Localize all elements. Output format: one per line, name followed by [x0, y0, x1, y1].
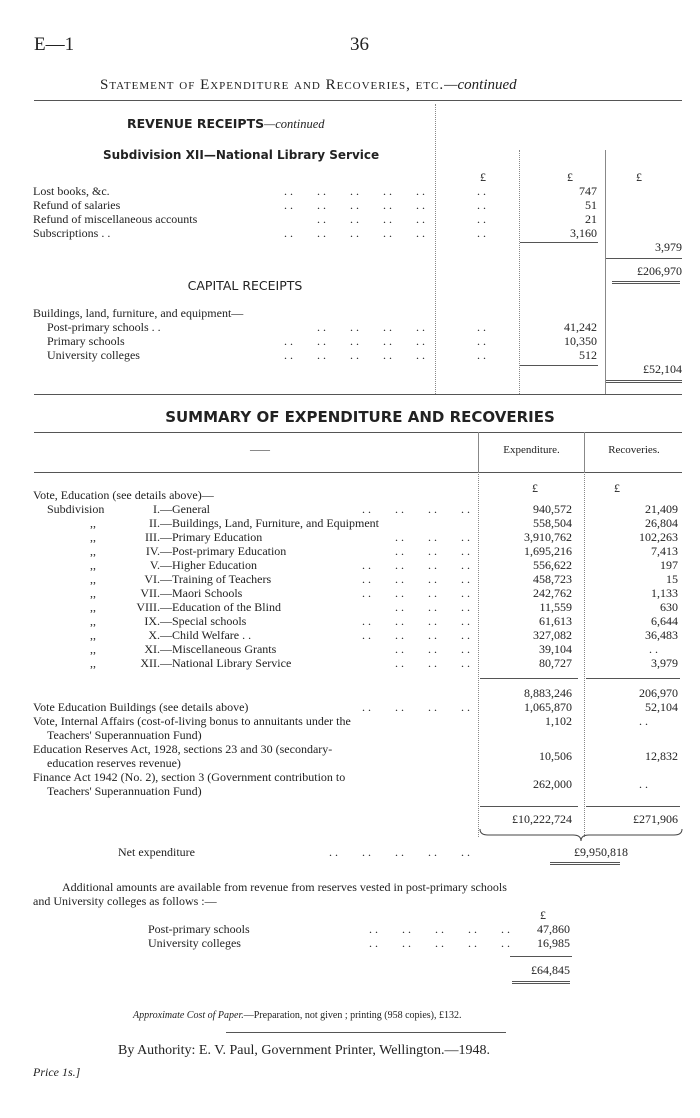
subdivision-exp: 458,723 [533, 572, 572, 586]
subdivision-num: VII. [140, 586, 160, 600]
vote-education-line: Vote, Education (see details above)— [33, 488, 214, 502]
statement-title-cont: —continued [444, 77, 517, 93]
subdivision-exp: 11,559 [539, 600, 572, 614]
currency-col3: £ [636, 170, 642, 184]
grand-total-rule-exp [480, 806, 578, 807]
subdivision-leader: . . . . . . [395, 530, 470, 544]
capital-row-dots: . . [477, 348, 486, 362]
revenue-row-leader: . . . . . . . . . . [284, 226, 425, 240]
other-vote-line1: Vote Education Buildings (see details above) [33, 700, 249, 714]
ditto-mark: ,, [90, 558, 96, 572]
summary-stub-dash: —— [250, 445, 270, 456]
other-vote-line2: Teachers' Superannuation Fund) [47, 784, 202, 798]
revenue-subdivision: Subdivision XII—National Library Service [103, 148, 380, 162]
other-vote-exp: 262,000 [533, 777, 572, 791]
capital-row-dots: . . [477, 334, 486, 348]
subdivision-name: —Primary Education [160, 530, 263, 544]
subdivision-rec: 197 [660, 558, 678, 572]
subdivision-rec: 6,644 [651, 614, 678, 628]
subdivision-name: —General [160, 502, 210, 516]
subdivision-exp: 940,572 [533, 502, 572, 516]
additional-row-leader: . . . . . . . . . . [369, 936, 510, 950]
revenue-row-label: Lost books, &c. [33, 184, 110, 198]
capital-row-leader: . . . . . . . . . . [284, 334, 425, 348]
subtotal-exp: 8,883,246 [524, 686, 572, 700]
revenue-row-dots: . . [477, 198, 486, 212]
ditto-mark: ,, [90, 516, 96, 530]
currency-col2: £ [567, 170, 573, 184]
summary-body-divider-b [584, 472, 585, 837]
cost-label: Approximate Cost of Paper. [133, 1010, 244, 1021]
subdivision-exp: 242,762 [533, 586, 572, 600]
subdivision-rec: 21,409 [645, 502, 678, 516]
ditto-mark: ,, [90, 572, 96, 586]
subtotal-rec: 206,970 [639, 686, 678, 700]
subdivision-num: XI. [144, 642, 160, 656]
additional-double-rule [512, 981, 570, 984]
revenue-heading-text: REVENUE RECEIPTS [127, 116, 265, 131]
subdivision-num: IV. [145, 544, 160, 558]
ditto-mark: ,, [90, 614, 96, 628]
capital-row-leader: . . . . . . . . [317, 320, 425, 334]
other-vote-exp: 1,102 [545, 714, 572, 728]
revenue-total-rule-top [606, 258, 682, 259]
currency-exp: £ [532, 481, 538, 495]
subdivision-leader: . . . . . . . . [362, 628, 470, 642]
summary-col-divider-a [478, 432, 479, 472]
ditto-mark: ,, [90, 642, 96, 656]
subdivision-rec: . . [649, 642, 658, 656]
subdivision-num: VI. [144, 572, 160, 586]
subdivision-num: V. [149, 558, 160, 572]
subdivision-num: IX. [144, 614, 160, 628]
other-vote-line1: Education Reserves Act, 1928, sections 23 and 30 (secondary- [33, 742, 333, 756]
ditto-mark: ,, [90, 530, 96, 544]
other-vote-rec: 52,104 [645, 700, 678, 714]
other-vote-exp: 1,065,870 [524, 700, 572, 714]
revenue-row-leader: . . . . . . . . . . [284, 198, 425, 212]
subdivision-leader: . . . . . . . . [362, 502, 470, 516]
capital-total: £52,104 [643, 362, 682, 376]
subdivision-num: II. [149, 516, 160, 530]
subdivision-rec: 26,804 [645, 516, 678, 530]
revenue-row-amount: 51 [585, 198, 597, 212]
other-vote-rec: 12,832 [645, 749, 678, 763]
capital-row-label: Primary schools [47, 334, 125, 348]
summary-heading: SUMMARY OF EXPENDITURE AND RECOVERIES [165, 408, 555, 426]
subdivision-name: —Post-primary Education [160, 544, 287, 558]
ditto-mark: ,, [90, 656, 96, 670]
capital-heading: CAPITAL RECEIPTS [187, 278, 303, 293]
additional-text-2: and University colleges as follows :— [33, 894, 217, 908]
subdivision-rec: 630 [660, 600, 678, 614]
additional-sum-rule [510, 956, 572, 957]
capital-row-leader: . . . . . . . . . . [284, 348, 425, 362]
other-vote-rec: . . [639, 777, 648, 791]
revenue-row-amount: 747 [579, 184, 597, 198]
subtotal-rule-rec [586, 678, 680, 679]
revenue-row-dots: . . [477, 212, 486, 226]
grand-total-rule-rec [586, 806, 680, 807]
subdivision-leader: . . . . . . [395, 544, 470, 558]
revenue-row-amount: 3,160 [570, 226, 597, 240]
subdivision-exp: 556,622 [533, 558, 572, 572]
subdivision-name: —Special schools [160, 614, 247, 628]
subdivision-leader: . . . . . . . . [362, 572, 470, 586]
subdivision-rec: 7,413 [651, 544, 678, 558]
revenue-row-label: Subscriptions . . [33, 226, 111, 240]
summary-col-divider-b [584, 432, 585, 472]
subdivision-rec: 36,483 [645, 628, 678, 642]
revenue-row-amount: 21 [585, 212, 597, 226]
revenue-row-label: Refund of miscellaneous accounts [33, 212, 198, 226]
summary-body-divider-a [478, 472, 479, 837]
revenue-heading [127, 116, 325, 132]
ditto-mark: ,, [90, 628, 96, 642]
other-vote-exp: 10,506 [539, 749, 572, 763]
other-vote-line1: Finance Act 1942 (No. 2), section 3 (Government contribution to [33, 770, 346, 784]
capital-intro: Buildings, land, furniture, and equipment— [33, 306, 244, 320]
net-expenditure-value: £9,950,818 [574, 845, 628, 859]
cost-text: —Preparation, not given ; printing (958 copies), £132. [243, 1010, 462, 1021]
col-expenditure-header: Expenditure. [503, 444, 560, 456]
currency-rec: £ [614, 481, 620, 495]
subdivision-leader: . . . . . . [395, 642, 470, 656]
subdivision-name: —Child Welfare . . [160, 628, 252, 642]
subdivision-rec: 1,133 [651, 586, 678, 600]
grand-total-exp: £10,222,724 [512, 812, 572, 826]
subdivision-num: X. [148, 628, 160, 642]
additional-row-label: University colleges [148, 936, 241, 950]
subdivision-name: —Education of the Blind [160, 600, 281, 614]
subdivision-exp: 80,727 [539, 656, 572, 670]
price: Price 1s.] [33, 1065, 81, 1079]
additional-row-label: Post-primary schools [148, 922, 250, 936]
additional-text-1: Additional amounts are available from revenue from reserves vested in post-primary schools [62, 880, 507, 894]
net-expenditure-label: Net expenditure [118, 845, 195, 859]
additional-total: £64,845 [531, 963, 570, 977]
subdivision-exp: 3,910,762 [524, 530, 572, 544]
col-recoveries-header: Recoveries. [608, 444, 660, 456]
subdivision-name: —Buildings, Land, Furniture, and Equipment [160, 516, 379, 530]
revenue-row-label: Refund of salaries [33, 198, 121, 212]
net-expenditure-double-rule [550, 862, 620, 865]
subdivision-name: —National Library Service [160, 656, 292, 670]
capital-row-amount: 512 [579, 348, 597, 362]
net-brace [478, 828, 684, 842]
additional-row-amount: 47,860 [537, 922, 570, 936]
subdivision-num: III. [145, 530, 160, 544]
capital-row-amount: 10,350 [564, 334, 597, 348]
statement-title [100, 77, 517, 94]
subdivision-name: —Higher Education [160, 558, 257, 572]
capital-row-label: University colleges [47, 348, 140, 362]
subdivision-name: —Miscellaneous Grants [160, 642, 277, 656]
subdivision-exp: 327,082 [533, 628, 572, 642]
subdivision-exp: 39,104 [539, 642, 572, 656]
revenue-subtotal: 3,979 [655, 240, 682, 254]
revenue-row-dots: . . [477, 184, 486, 198]
net-expenditure-leader: . . . . . . . . . . [329, 845, 470, 859]
subdivision-name: —Maori Schools [160, 586, 243, 600]
capital-total-double-rule [606, 380, 682, 383]
capital-row-amount: 41,242 [564, 320, 597, 334]
other-vote-line2: Teachers' Superannuation Fund) [47, 728, 202, 742]
statement-title-main: Statement of Expenditure and Recoveries, etc. [100, 77, 445, 93]
subdivision-exp: 1,695,216 [524, 544, 572, 558]
other-vote-leader: . . . . . . . . [362, 700, 470, 714]
subdivision-leader: . . . . . . . . [362, 586, 470, 600]
footer-rule [226, 1032, 506, 1033]
capital-row-dots: . . [477, 320, 486, 334]
subdivision-leader: . . . . . . . . [362, 614, 470, 628]
subdivision-num: XII. [140, 656, 160, 670]
subdivision-num: I. [153, 502, 160, 516]
cost-of-paper [133, 1010, 461, 1021]
additional-row-amount: 16,985 [537, 936, 570, 950]
col-divider-1 [435, 104, 436, 394]
subdivision-exp: 61,613 [539, 614, 572, 628]
subdivision-rec: 15 [666, 572, 678, 586]
page-number: 36 [350, 34, 369, 55]
subdivision-leader: . . . . . . . . [362, 558, 470, 572]
capital-row-label: Post-primary schools . . [47, 320, 161, 334]
revenue-heading-cont: —continued [264, 117, 325, 131]
subdivision-word: Subdivision [47, 502, 105, 516]
revenue-row-dots: . . [477, 226, 486, 240]
subdivision-exp: 558,504 [533, 516, 572, 530]
ditto-mark: ,, [90, 544, 96, 558]
report-code: E—1 [34, 34, 75, 55]
title-rule [34, 100, 682, 101]
statement-bottom-rule [34, 394, 682, 395]
revenue-row-leader: . . . . . . . . . . [284, 184, 425, 198]
revenue-total-double-rule [612, 281, 680, 284]
other-vote-line2: education reserves revenue) [47, 756, 181, 770]
subdivision-leader: . . . . . . [395, 600, 470, 614]
currency-col1: £ [480, 170, 486, 184]
revenue-row-leader: . . . . . . . . [317, 212, 425, 226]
ditto-mark: ,, [90, 600, 96, 614]
revenue-sum-rule [520, 242, 598, 243]
revenue-total: £206,970 [637, 264, 682, 278]
subdivision-leader: . . . . . . [395, 656, 470, 670]
capital-sum-rule [520, 365, 598, 366]
grand-total-rec: £271,906 [633, 812, 678, 826]
subdivision-name: —Training of Teachers [160, 572, 272, 586]
other-vote-line1: Vote, Internal Affairs (cost-of-living bonus to annuitants under the [33, 714, 351, 728]
subdivision-num: VIII. [136, 600, 160, 614]
ditto-mark: ,, [90, 586, 96, 600]
subdivision-rec: 3,979 [651, 656, 678, 670]
authority-line: By Authority: E. V. Paul, Government Printer, Wellington.—1948. [118, 1043, 491, 1058]
other-vote-rec: . . [639, 714, 648, 728]
subtotal-rule-exp [480, 678, 578, 679]
additional-currency: £ [540, 908, 546, 922]
additional-row-leader: . . . . . . . . . . [369, 922, 510, 936]
subdivision-rec: 102,263 [639, 530, 678, 544]
